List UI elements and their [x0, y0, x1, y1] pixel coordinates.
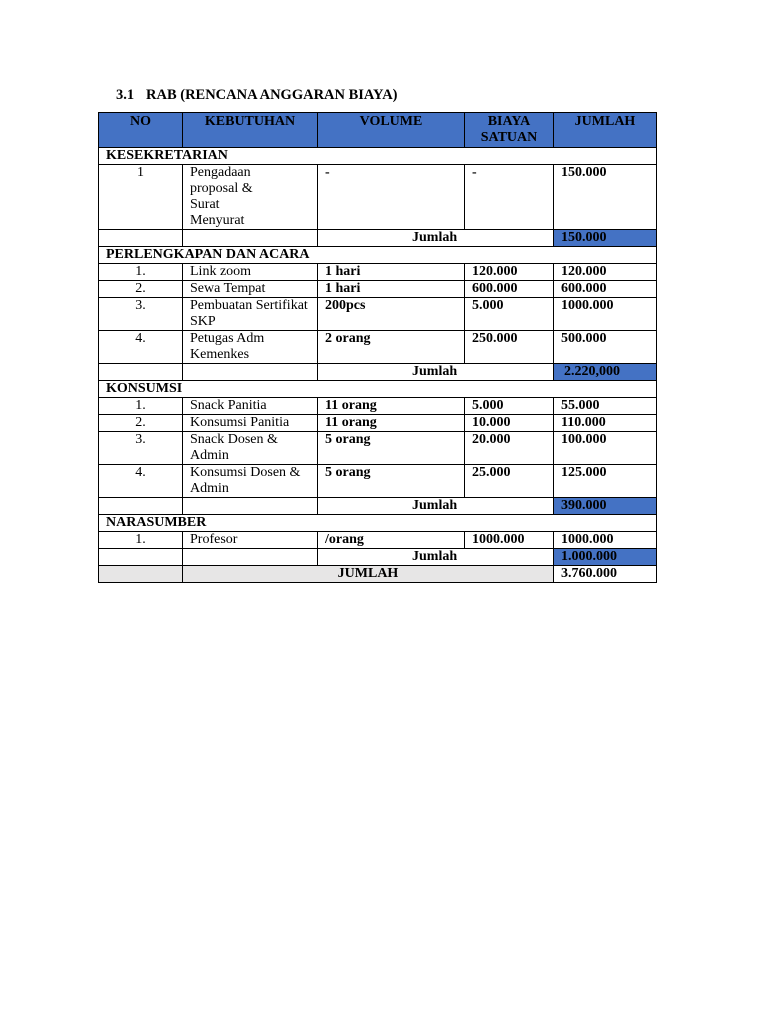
cell-total: 120.000 — [554, 264, 657, 281]
cell-unit-cost: 20.000 — [465, 432, 554, 465]
cell-total: 1000.000 — [554, 532, 657, 549]
cell-item: Sewa Tempat — [183, 281, 318, 298]
subtotal-row — [99, 549, 657, 566]
cell-total: 110.000 — [554, 415, 657, 432]
subtotal-label: Jumlah — [318, 498, 554, 515]
table-row — [99, 432, 657, 465]
empty-cell — [99, 549, 183, 566]
subtotal-row — [99, 230, 657, 247]
cell-total: 500.000 — [554, 331, 657, 364]
header-kebutuhan: KEBUTUHAN — [183, 113, 318, 148]
table-row — [99, 281, 657, 298]
table-row — [99, 298, 657, 331]
empty-cell — [183, 230, 318, 247]
cell-item: Konsumsi Panitia — [183, 415, 318, 432]
cell-volume: 5 orang — [318, 465, 465, 498]
section-heading — [116, 87, 398, 104]
empty-cell — [183, 364, 318, 381]
section-title: RAB (RENCANA ANGGARAN BIAYA) — [146, 87, 398, 103]
cell-item: Link zoom — [183, 264, 318, 281]
cell-volume: 11 orang — [318, 415, 465, 432]
empty-cell — [183, 498, 318, 515]
cell-item: Snack Dosen & Admin — [183, 432, 318, 465]
cell-total: 150.000 — [554, 165, 657, 230]
empty-cell — [183, 549, 318, 566]
grand-total-value: 3.760.000 — [554, 566, 657, 583]
empty-cell — [99, 566, 183, 583]
subtotal-value: 2.220,000 — [554, 364, 657, 381]
cell-unit-cost: 120.000 — [465, 264, 554, 281]
cell-no: 1 — [99, 165, 183, 230]
cell-volume: /orang — [318, 532, 465, 549]
empty-cell — [99, 498, 183, 515]
cell-unit-cost: - — [465, 165, 554, 230]
cell-volume: 5 orang — [318, 432, 465, 465]
cell-item: Profesor — [183, 532, 318, 549]
section-title-kesekretarian: KESEKRETARIAN — [99, 148, 657, 165]
section-row — [99, 381, 657, 398]
cell-item: Petugas Adm Kemenkes — [183, 331, 318, 364]
header-volume: VOLUME — [318, 113, 465, 148]
empty-cell — [99, 230, 183, 247]
subtotal-label: Jumlah — [318, 549, 554, 566]
cell-total: 1000.000 — [554, 298, 657, 331]
cell-volume: - — [318, 165, 465, 230]
cell-volume: 1 hari — [318, 281, 465, 298]
section-row — [99, 247, 657, 264]
table-row — [99, 465, 657, 498]
cell-total: 100.000 — [554, 432, 657, 465]
cell-unit-cost: 1000.000 — [465, 532, 554, 549]
cell-item: Snack Panitia — [183, 398, 318, 415]
section-title-konsumsi: KONSUMSI — [99, 381, 657, 398]
cell-unit-cost: 5.000 — [465, 398, 554, 415]
header-no: NO — [99, 113, 183, 148]
section-title-perlengkapan: PERLENGKAPAN DAN ACARA — [99, 247, 657, 264]
header-biaya-satuan: BIAYA SATUAN — [465, 113, 554, 148]
subtotal-label: Jumlah — [318, 364, 554, 381]
cell-volume: 11 orang — [318, 398, 465, 415]
subtotal-value: 390.000 — [554, 498, 657, 515]
cell-item: Pembuatan Sertifikat SKP — [183, 298, 318, 331]
header-jumlah: JUMLAH — [554, 113, 657, 148]
subtotal-value: 150.000 — [554, 230, 657, 247]
section-row — [99, 515, 657, 532]
subtotal-label: Jumlah — [318, 230, 554, 247]
table-row — [99, 398, 657, 415]
cell-no: 3. — [99, 432, 183, 465]
table-row — [99, 415, 657, 432]
cell-unit-cost: 250.000 — [465, 331, 554, 364]
empty-cell — [99, 364, 183, 381]
cell-unit-cost: 25.000 — [465, 465, 554, 498]
cell-volume: 2 orang — [318, 331, 465, 364]
cell-item: Konsumsi Dosen & Admin — [183, 465, 318, 498]
table-row — [99, 331, 657, 364]
section-title-narasumber: NARASUMBER — [99, 515, 657, 532]
cell-item: Pengadaan proposal & Surat Menyurat — [183, 165, 318, 230]
table-row — [99, 264, 657, 281]
cell-no: 4. — [99, 465, 183, 498]
cell-unit-cost: 5.000 — [465, 298, 554, 331]
cell-total: 600.000 — [554, 281, 657, 298]
cell-unit-cost: 10.000 — [465, 415, 554, 432]
cell-no: 1. — [99, 532, 183, 549]
table-row — [99, 532, 657, 549]
cell-volume: 200pcs — [318, 298, 465, 331]
section-row — [99, 148, 657, 165]
cell-no: 1. — [99, 264, 183, 281]
grand-total-label: JUMLAH — [183, 566, 554, 583]
subtotal-row — [99, 498, 657, 515]
cell-no: 1. — [99, 398, 183, 415]
cell-unit-cost: 600.000 — [465, 281, 554, 298]
cell-volume: 1 hari — [318, 264, 465, 281]
budget-table — [98, 112, 657, 583]
cell-total: 55.000 — [554, 398, 657, 415]
cell-no: 3. — [99, 298, 183, 331]
header-row — [99, 113, 657, 148]
cell-no: 4. — [99, 331, 183, 364]
cell-no: 2. — [99, 415, 183, 432]
grand-total-row — [99, 566, 657, 583]
section-number: 3.1 — [116, 87, 135, 103]
subtotal-value: 1.000.000 — [554, 549, 657, 566]
cell-no: 2. — [99, 281, 183, 298]
cell-total: 125.000 — [554, 465, 657, 498]
table-row — [99, 165, 657, 230]
subtotal-row — [99, 364, 657, 381]
